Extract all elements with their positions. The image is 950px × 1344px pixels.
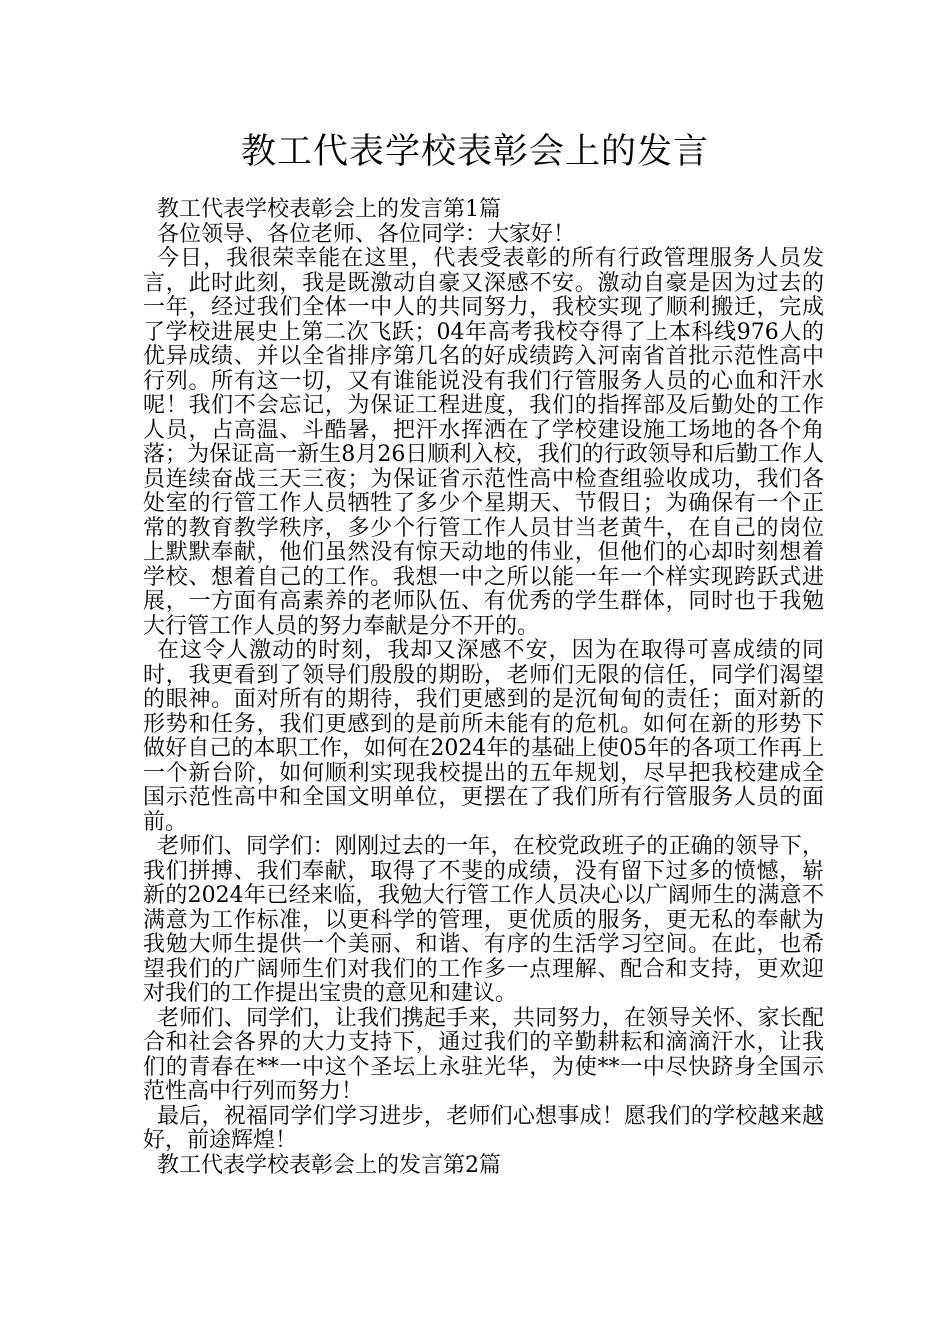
paragraph: 在这令人激动的时刻，我却又深感不安，因为在取得可喜成绩的同时，我更看到了领导们殷殷的期盼，老师们无限的信任，同学们渴望的眼神。面对所有的期待，我们更感到的是沉甸甸的责任；面对新的形势和任务，我们更感到的是前所未能有的危机。如何在新的形势下做好自己的本职工作，如何在2024年的基础上使05年的各项工作再上一个新台阶，如何顺利实现我校提出的五年规划，尽早把我校建成全国示范性高中和全国文明单位，更摆在了我们所有行管服务人员的面前。 — [143, 638, 824, 835]
document-title: 教工代表学校表彰会上的发言 — [240, 132, 709, 172]
salutation: 各位领导、各位老师、各位同学：大家好！ — [157, 221, 576, 247]
document-body — [143, 198, 824, 1178]
paragraph: 老师们、同学们：刚刚过去的一年，在校党政班子的正确的领导下，我们拼搏、我们奉献，取得了不斐的成绩，没有留下过多的愤憾，崭新的2024年已经来临，我勉大行管工作人员决心以广阔师生的满意不满意为工作标准，以更科学的管理，更优质的服务，更无私的奉献为我勉大师生提供一个美丽、和谐、有序的生活学习空间。在此，也希望我们的广阔师生们对我们的工作多一点理解、配合和支持，更欢迎对我们的工作提出宝贵的意见和建议。 — [143, 834, 824, 1006]
closing-paragraph: 最后，祝福同学们学习进步，老师们心想事成！愿我们的学校越来越好，前途辉煌！ — [143, 1103, 824, 1153]
paragraph: 老师们、同学们，让我们携起手来，共同努力，在领导关怀、家长配合和社会各界的大力支持下，通过我们的辛勤耕耘和滴滴汗水，让我们的青春在**一中这个圣坛上永驻光华，为使**一中尽快跻身全国示范性高中行列而努力！ — [143, 1005, 824, 1104]
paragraph: 今日，我很荣幸能在这里，代表受表彰的所有行政管理服务人员发言，此时此刻，我是既激动自豪又深感不安。激动自豪是因为过去的一年，经过我们全体一中人的共同努力，我校实现了顺利搬迁，完成了学校进展史上第二次飞跃；04年高考我校夺得了上本科线976人的优异成绩、并以全省排序第几名的好成绩跨入河南省首批示范性高中行列。所有这一切，又有谁能说没有我们行管服务人员的心血和汗水呢！我们不会忘记，为保证工程进度，我们的指挥部及后勤处的工作人员，占高温、斗酷暑，把汗水挥洒在了学校建设施工场地的各个角落；为保证高一新生8月26日顺利入校，我们的行政领导和后勤工作人员连续奋战三天三夜；为保证省示范性高中检查组验收成功，我们各处室的行管工作人员牺牲了多少个星期天、节假日；为确保有一个正常的教育教学秩序，多少个行管工作人员甘当老黄牛，在自己的岗位上默默奉献，他们虽然没有惊天动地的伟业，但他们的心却时刻想着学校、想着自己的工作。我想一中之所以能一年一个样实现跨跃式进展，一方面有高素养的老师队伍、有优秀的学生群体，同时也于我勉大行管工作人员的努力奉献是分不开的。 — [143, 246, 824, 639]
section-heading-2: 教工代表学校表彰会上的发言第2篇 — [157, 1152, 501, 1178]
section-heading-1: 教工代表学校表彰会上的发言第1篇 — [157, 197, 501, 222]
